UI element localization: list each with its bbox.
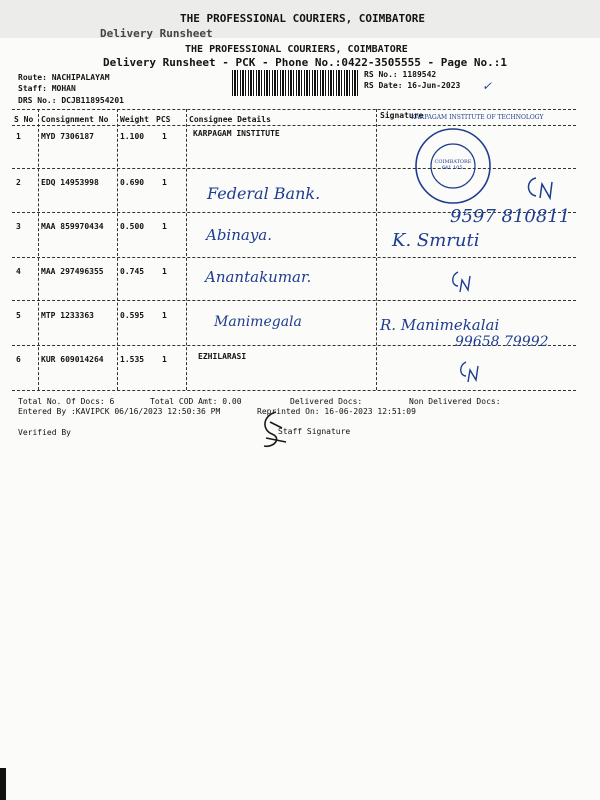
row-rule-4	[12, 300, 576, 301]
stamp-outer-text: KARPAGAM INSTITUTE OF TECHNOLOGY	[411, 114, 544, 121]
row-sno: 6	[16, 355, 21, 364]
row-consignment: MTP 1233363	[41, 311, 94, 320]
handwritten-name-row5: Manimegala	[214, 314, 302, 330]
barcode	[232, 70, 358, 96]
header-consignment: Consignment No	[41, 115, 109, 124]
handwritten-signature-row3: K. Smruti	[392, 230, 480, 251]
row-sno: 3	[16, 222, 21, 231]
scan-edge-mark	[0, 768, 6, 800]
row-weight: 1.535	[120, 355, 145, 364]
row-weight: 0.500	[120, 222, 145, 231]
row-consignment: EDQ 14953998	[41, 178, 99, 187]
stamp-center-text: COIMBATORE 641 105.	[434, 159, 472, 171]
staff-label: Staff: MOHAN	[18, 84, 76, 93]
col-divider-2	[117, 109, 118, 390]
row-sno: 5	[16, 311, 21, 320]
row-rule-3	[12, 257, 576, 258]
handwritten-name-row4: Anantakumar.	[205, 268, 312, 286]
verified-by: Verified By	[18, 428, 71, 437]
row-pcs: 1	[162, 311, 167, 320]
institute-stamp	[411, 114, 544, 206]
bleed-title: THE PROFESSIONAL COURIERS, COIMBATORE	[180, 12, 426, 25]
row-consignment: MAA 297496355	[41, 267, 104, 276]
signature-scribble-row2	[522, 174, 556, 202]
date-tick-mark: ✓	[482, 79, 493, 93]
total-docs: Total No. Of Docs: 6	[18, 397, 115, 406]
row-consignment: MYD 7306187	[41, 132, 94, 141]
non-delivered-docs: Non Delivered Docs:	[409, 397, 501, 406]
header-signature: Signature	[380, 111, 424, 120]
drs-number: DRS No.: DCJB118954201	[18, 96, 124, 105]
delivered-docs: Delivered Docs:	[290, 397, 363, 406]
signature-scribble-row4	[448, 270, 474, 294]
row-sno: 2	[16, 178, 21, 187]
col-divider-4	[376, 109, 377, 390]
rs-date: RS Date: 16-Jun-2023	[364, 81, 461, 90]
handwritten-signature-row5: R. Manimekalai	[380, 316, 500, 334]
row-weight: 0.595	[120, 311, 145, 320]
row-consignment: KUR 609014264	[41, 355, 104, 364]
row-pcs: 1	[162, 132, 167, 141]
route-label: Route: NACHIPALAYAM	[18, 73, 110, 82]
col-divider-3	[186, 109, 187, 390]
entered-by: Entered By :KAVIPCK 06/16/2023 12:50:36 PM	[18, 407, 221, 416]
rs-number: RS No.: 1189542	[364, 70, 437, 79]
staff-signature-scribble	[256, 408, 290, 452]
handwritten-phone-2: 99658 79992	[455, 334, 549, 350]
staff-signature-label: Staff Signature	[278, 427, 351, 436]
row-pcs: 1	[162, 178, 167, 187]
row-sno: 1	[16, 132, 21, 141]
col-divider-1	[38, 109, 39, 390]
table-bottom-rule	[12, 390, 576, 391]
header-weight: Weight	[120, 115, 149, 124]
reprinted-on: Reprinted On: 16-06-2023 12:51:09	[257, 407, 416, 416]
total-cod: Total COD Amt: 0.00	[150, 397, 242, 406]
row-pcs: 1	[162, 355, 167, 364]
signature-scribble-row6	[456, 360, 482, 384]
row-pcs: 1	[162, 267, 167, 276]
handwritten-phone-1: 9597 810811	[450, 206, 571, 227]
handwritten-name-row2: Federal Bank.	[207, 184, 321, 203]
row-consignment: MAA 859970434	[41, 222, 104, 231]
row-weight: 1.100	[120, 132, 145, 141]
table-top-rule	[12, 109, 576, 110]
document-title: THE PROFESSIONAL COURIERS, COIMBATORE	[185, 44, 408, 55]
row-consignee: EZHILARASI	[198, 352, 247, 361]
header-sno: S No	[14, 115, 34, 124]
row-consignee: KARPAGAM INSTITUTE	[193, 129, 280, 138]
row-pcs: 1	[162, 222, 167, 231]
row-sno: 4	[16, 267, 21, 276]
header-pcs: PCS	[156, 115, 171, 124]
bleed-partial-line: Delivery Runsheet	[100, 27, 213, 40]
row-weight: 0.690	[120, 178, 145, 187]
document-subtitle: Delivery Runsheet - PCK - Phone No.:0422-3505555 - Page No.:1	[103, 56, 507, 69]
row-weight: 0.745	[120, 267, 145, 276]
header-consignee: Consignee Details	[189, 115, 271, 124]
handwritten-name-row3: Abinaya.	[206, 226, 273, 244]
